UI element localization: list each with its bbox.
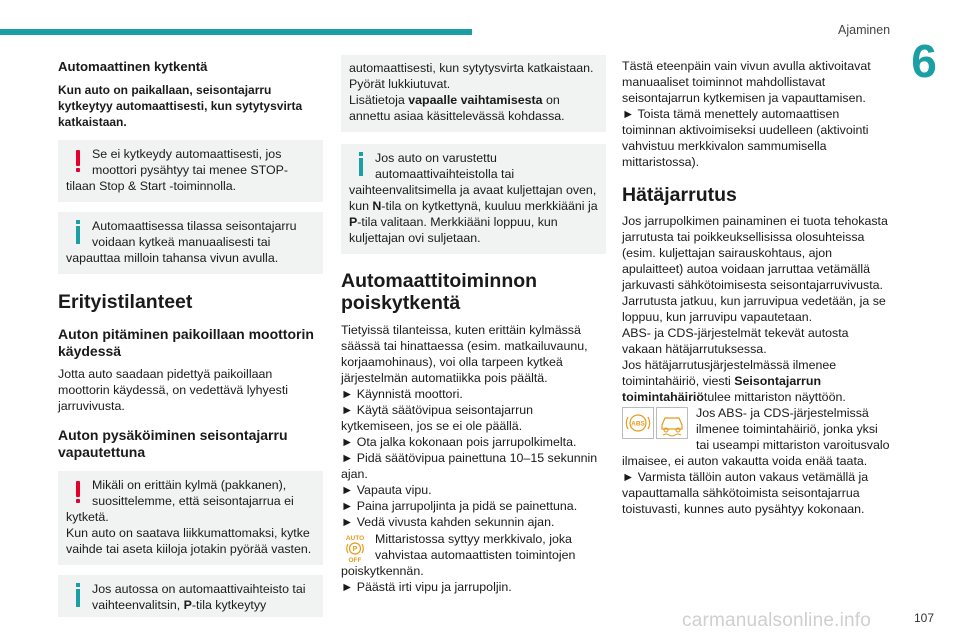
step-7: ► Vedä vivusta kahden sekunnin ajan. — [341, 515, 555, 529]
continued-info-box — [341, 55, 606, 132]
emergency-text-1: Jos jarrupolkimen painaminen ei tuota tehokasta jarrutusta tai poikkeuksellisissa olosuhteissa (esim. kuljettajan sairauskohtaus, ajon apulaitteet) autoa voidaan jarruttaa vetämällä jarkuvasti sähkötoimisesta seisontajarruvivusta. Jarrutusta jatkuu, kun jarruvipua vedetään, ja se loppuu, kun jarruvipu vapautetaan. — [622, 214, 888, 324]
step-6: ► Paina jarrupoljinta ja pidä se painettuna. — [341, 499, 578, 513]
gear-p-label: P — [349, 215, 358, 229]
auto-off-paragraph — [341, 531, 606, 579]
svg-text:P: P — [352, 546, 358, 553]
svg-text:OFF: OFF — [348, 557, 362, 563]
watermark: carmanualsonline.info — [682, 610, 872, 631]
door-chime-text: Jos auto on varustettu automaattivaihteistolla tai vaihteenvalitsimella ja avaat kuljettajan oven, kun — [349, 151, 597, 213]
column-right — [622, 55, 890, 517]
more-info-text: Lisätietoja — [349, 93, 409, 107]
info-text: Automaattisessa tilassa seisontajarru voidaan kytkeä manuaalisesti tai vapauttaa milloin tahansa vivun avulla. — [66, 219, 297, 265]
info-icon — [349, 150, 373, 182]
info-box-door-chime — [341, 144, 606, 254]
section-title: Ajaminen — [838, 23, 891, 37]
step-release: ► Päästä irti vipu ja jarrupoljin. — [341, 580, 512, 594]
info-box-automatic-gearbox — [58, 575, 323, 617]
step-1: ► Käynnistä moottori. — [341, 387, 463, 401]
info-icon — [66, 218, 90, 250]
disable-intro-text: Tietyissä tilanteissa, kuten erittäin kylmässä säässä tai hinattaessa (esim. matkailuvaunu, korjaamohinaus), voi olla tarpeen kytkeä järjestelmän automatiikka pois päältä. — [341, 323, 588, 385]
info-gearbox-text-end: -tila kytkeytyy — [191, 598, 267, 612]
warning-lamp-text: Mittaristossa syttyy merkkivalo, joka vahvistaa automaattisten toimintojen poiskytkennän. — [341, 532, 576, 578]
abs-fault-text: Jos ABS- ja CDS-järjestelmissä ilmenee toimintahäiriö, jonka yksi tai useampi mittariston varoitusvalo ilmaisee, ei auton vakautta voida enää taata. — [622, 406, 890, 468]
warning-cold-text: Mikäli on erittäin kylmä (pakkanen), suosittelemme, että seisontajarrua ei kytketä. — [66, 478, 294, 524]
emergency-text-3-end: tulee mittariston näyttöön. — [703, 390, 846, 404]
step-2: ► Käytä säätövipua seisontajarrun kytkemiseen, jos se ei ole päällä. — [341, 403, 534, 433]
warning-box-cold — [58, 471, 323, 565]
info-gearbox-text: Jos autossa on automaattivaihteisto tai vaihteenvalitsin, — [92, 582, 306, 612]
page-number: 107 — [914, 611, 935, 625]
keep-stationary-text: Jotta auto saadaan pidettyä paikoillaan moottorin käydessä, on vedettävä lyhyesti jarruvivusta. — [58, 367, 289, 413]
gear-n-label: N — [372, 199, 382, 213]
step-5: ► Vapauta vipu. — [341, 483, 432, 497]
heading-special-situations: Erityistilanteet — [58, 291, 193, 313]
heading-keep-stationary: Auton pitäminen paikoillaan moottorin käydessä — [58, 326, 314, 359]
heading-automatic-engagement: Automaattinen kytkentä — [58, 59, 208, 74]
step-3: ► Ota jalka kokonaan pois jarrupolkimelta. — [341, 435, 577, 449]
step-reactivate: ► Toista tämä menettely automaattisen toiminnan aktivoimiseksi uudelleen (aktivointi vahvistuu merkkivalon sammumisella mittaristossa). — [622, 107, 869, 169]
step-ensure-stability: ► Varmista tällöin auton vakaus vetämällä ja vapauttamalla sähkötoimista seisontajarrua toistuvasti, kunnes auto pysähtyy kokonaan. — [622, 470, 869, 516]
abs-esc-warning-icons — [622, 407, 688, 439]
more-info-text-end: on annettu asiaa käsittelevässä kohdassa. — [349, 93, 565, 123]
svg-text:ABS: ABS — [631, 420, 645, 428]
warning-text: Se ei kytkeydy automaattisesti, jos moottori pysähtyy tai menee STOP-tilaan Stop & Start -toiminnolla. — [66, 147, 289, 193]
parking-brake-auto-off-icon — [341, 533, 369, 563]
emergency-text-3 — [622, 357, 890, 405]
info-box-manual-override — [58, 212, 323, 274]
warning-box-stop-start — [58, 140, 323, 202]
step-4: ► Pidä säätövipua painettuna 10–15 sekunnin ajan. — [341, 451, 598, 481]
warning-wheel-chock-text: Kun auto on saatava liikkumattomaksi, kytke vaihde tai aseta kiiloja jotakin pyörää vasten. — [66, 526, 312, 556]
chapter-number: 6 — [911, 35, 937, 87]
neutral-link-label: vapaalle vaihtamisesta — [408, 93, 543, 107]
door-chime-text-mid: -tila on kytkettynä, kuuluu merkkiääni ja — [381, 199, 598, 213]
gear-p-label: P — [183, 598, 192, 612]
column-left — [58, 55, 323, 617]
emergency-text-2: ABS- ja CDS-järjestelmät tekevät autosta vakaan hätäjarrutuksessa. — [622, 326, 849, 356]
door-chime-text-end: -tila valitaan. Merkkiääni loppuu, kun kuljettajan ovi suljetaan. — [349, 215, 558, 245]
emergency-text-3-start: Jos hätäjarrutusjärjestelmässä ilmenee toimintahäiriö, viesti — [622, 358, 837, 388]
warning-icon — [66, 146, 90, 178]
heading-emergency-braking: Hätäjarrutus — [622, 184, 737, 206]
abs-paragraph — [622, 405, 890, 469]
automatic-engagement-text: Kun auto on paikallaan, seisontajarru kytkeytyy automaattisesti, kun sytytysvirta katkaistaan. — [58, 83, 303, 129]
continued-text: automaattisesti, kun sytytysvirta katkaistaan. Pyörät lukkiutuvat. — [349, 61, 594, 91]
svg-text:AUTO: AUTO — [345, 535, 365, 542]
heading-disable-automatic: Automaattitoiminnon poiskytkentä — [341, 270, 538, 314]
warning-icon — [66, 477, 90, 509]
heading-park-released: Auton pysäköiminen seisontajarru vapautettuna — [58, 427, 288, 460]
header-accent-bar — [0, 29, 472, 35]
column-middle — [341, 55, 606, 595]
info-icon — [66, 581, 90, 613]
fault-message-label: Seisontajarrun toimintahäiriö — [622, 374, 822, 404]
manual-only-text: Tästä eteenpäin vain vivun avulla aktivoitavat manuaaliset toiminnot mahdollistavat seisontajarrun kytkemisen ja vapauttamisen. — [622, 59, 871, 105]
